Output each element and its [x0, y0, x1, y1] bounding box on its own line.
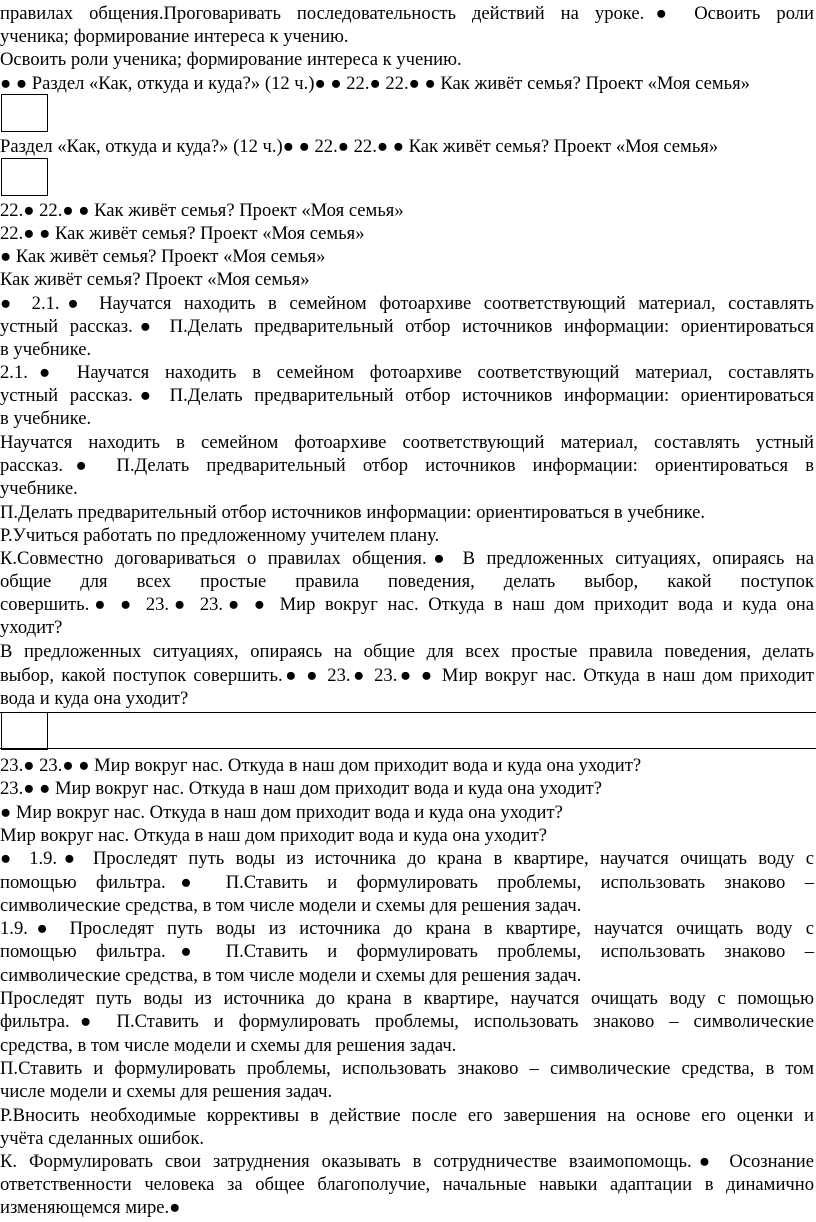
text-line: 23.● ● Мир вокруг нас. Откуда в наш дом приходит вода и куда она уходит?: [0, 778, 602, 799]
empty-table-cell: [1, 94, 48, 132]
text-line: средства, в том числе модели и схемы для решения задач.: [0, 1035, 457, 1056]
text-line: ● 2.1.● Научатся находить в семейном фотоархиве соответствующий материал, составлять: [0, 293, 814, 314]
text-line: Освоить роли ученика; формирование интереса к учению.: [0, 49, 462, 70]
text-line: П.Ставить и формулировать проблемы, использовать знаково – символические средства, в том: [0, 1058, 814, 1079]
text-line: в учебнике.: [0, 408, 92, 429]
text-line: фильтра.● П.Ставить и формулировать проблемы, использовать знаково – символические: [0, 1011, 814, 1032]
text-line: 23.● 23.● ● Мир вокруг нас. Откуда в наш дом приходит вода и куда она уходит?: [0, 755, 642, 776]
text-line: учебнике.: [0, 478, 78, 499]
text-line: символические средства, в том числе модели и схемы для решения задач.: [0, 965, 582, 986]
text-line: П.Делать предварительный отбор источников информации: ориентироваться в учебнике.: [0, 502, 706, 523]
empty-table-cell: [1, 712, 48, 750]
text-line: К. Формулировать свои затруднения оказывать в сотрудничестве взаимопомощь.● Осознание: [0, 1151, 814, 1172]
text-line: ученика; формирование интереса к учению.: [0, 26, 349, 47]
text-line: Раздел «Как, откуда и куда?» (12 ч.)● ● 22.● 22.● ● Как живёт семья? Проект «Моя семья»: [0, 136, 719, 157]
text-line: вода и куда она уходит?: [0, 688, 189, 709]
text-line: ● 1.9.● Проследят путь воды из источника до крана в квартире, научатся очищать воду с: [0, 848, 814, 869]
text-line: устный рассказ.● П.Делать предварительный отбор источников информации: ориентироваться: [0, 385, 814, 406]
text-line: Р.Вносить необходимые коррективы в действие после его завершения на основе его оценки и: [0, 1105, 814, 1126]
text-line: ● Как живёт семья? Проект «Моя семья»: [0, 246, 326, 267]
text-line: в учебнике.: [0, 339, 92, 360]
text-line: 2.1.● Научатся находить в семейном фотоархиве соответствующий материал, составлять: [0, 362, 814, 383]
text-line: Как живёт семья? Проект «Моя семья»: [0, 269, 310, 290]
table-border-line: [0, 748, 816, 749]
text-line: ● Мир вокруг нас. Откуда в наш дом приходит вода и куда она уходит?: [0, 802, 563, 823]
text-line: ответственности человека за общее благополучие, начальные навыки адаптации в динамично: [0, 1174, 814, 1195]
text-line: В предложенных ситуациях, опираясь на общие для всех простые правила поведения, делать: [0, 641, 814, 662]
text-line: изменяющемся мире.●: [0, 1197, 181, 1218]
text-line: уходит?: [0, 617, 63, 638]
text-line: выбор, какой поступок совершить.● ● 23.● 23.● ● Мир вокруг нас. Откуда в наш дом приходит: [0, 665, 814, 686]
text-line: Р.Учиться работать по предложенному учителем плану.: [0, 525, 440, 546]
text-line: числе модели и схемы для решения задач.: [0, 1081, 333, 1102]
text-line: совершить.● ● 23.● 23.● ● Мир вокруг нас. Откуда в наш дом приходит вода и куда она: [0, 594, 814, 615]
text-line: устный рассказ.● П.Делать предварительный отбор источников информации: ориентироваться: [0, 316, 814, 337]
text-line: общие для всех простые правила поведения, делать выбор, какой поступок: [0, 571, 814, 592]
text-line: правилах общения.Проговаривать последовательность действий на уроке.● Освоить роли: [0, 3, 814, 24]
text-line: помощью фильтра.● П.Ставить и формулировать проблемы, использовать знаково –: [0, 872, 814, 893]
text-line: ● ● Раздел «Как, откуда и куда?» (12 ч.)● ● 22.● 22.● ● Как живёт семья? Проект «Моя семья»: [0, 73, 750, 94]
table-border-line: [0, 712, 816, 713]
text-line: 22.● ● Как живёт семья? Проект «Моя семья»: [0, 223, 365, 244]
text-line: символические средства, в том числе модели и схемы для решения задач.: [0, 895, 582, 916]
text-line: помощью фильтра.● П.Ставить и формулировать проблемы, использовать знаково –: [0, 941, 814, 962]
text-line: учёта сделанных ошибок.: [0, 1128, 204, 1149]
text-line: рассказ.● П.Делать предварительный отбор источников информации: ориентироваться в: [0, 455, 814, 476]
text-line: Научатся находить в семейном фотоархиве соответствующий материал, составлять устный: [0, 432, 814, 453]
text-line: Мир вокруг нас. Откуда в наш дом приходит вода и куда она уходит?: [0, 825, 547, 846]
empty-table-cell: [1, 158, 48, 196]
text-line: К.Совместно договариваться о правилах общения.● В предложенных ситуациях, опираясь на: [0, 548, 814, 569]
text-line: 22.● 22.● ● Как живёт семья? Проект «Моя семья»: [0, 200, 404, 221]
text-line: 1.9.● Проследят путь воды из источника до крана в квартире, научатся очищать воду с: [0, 918, 814, 939]
text-line: Проследят путь воды из источника до крана в квартире, научатся очищать воду с помощью: [0, 988, 814, 1009]
